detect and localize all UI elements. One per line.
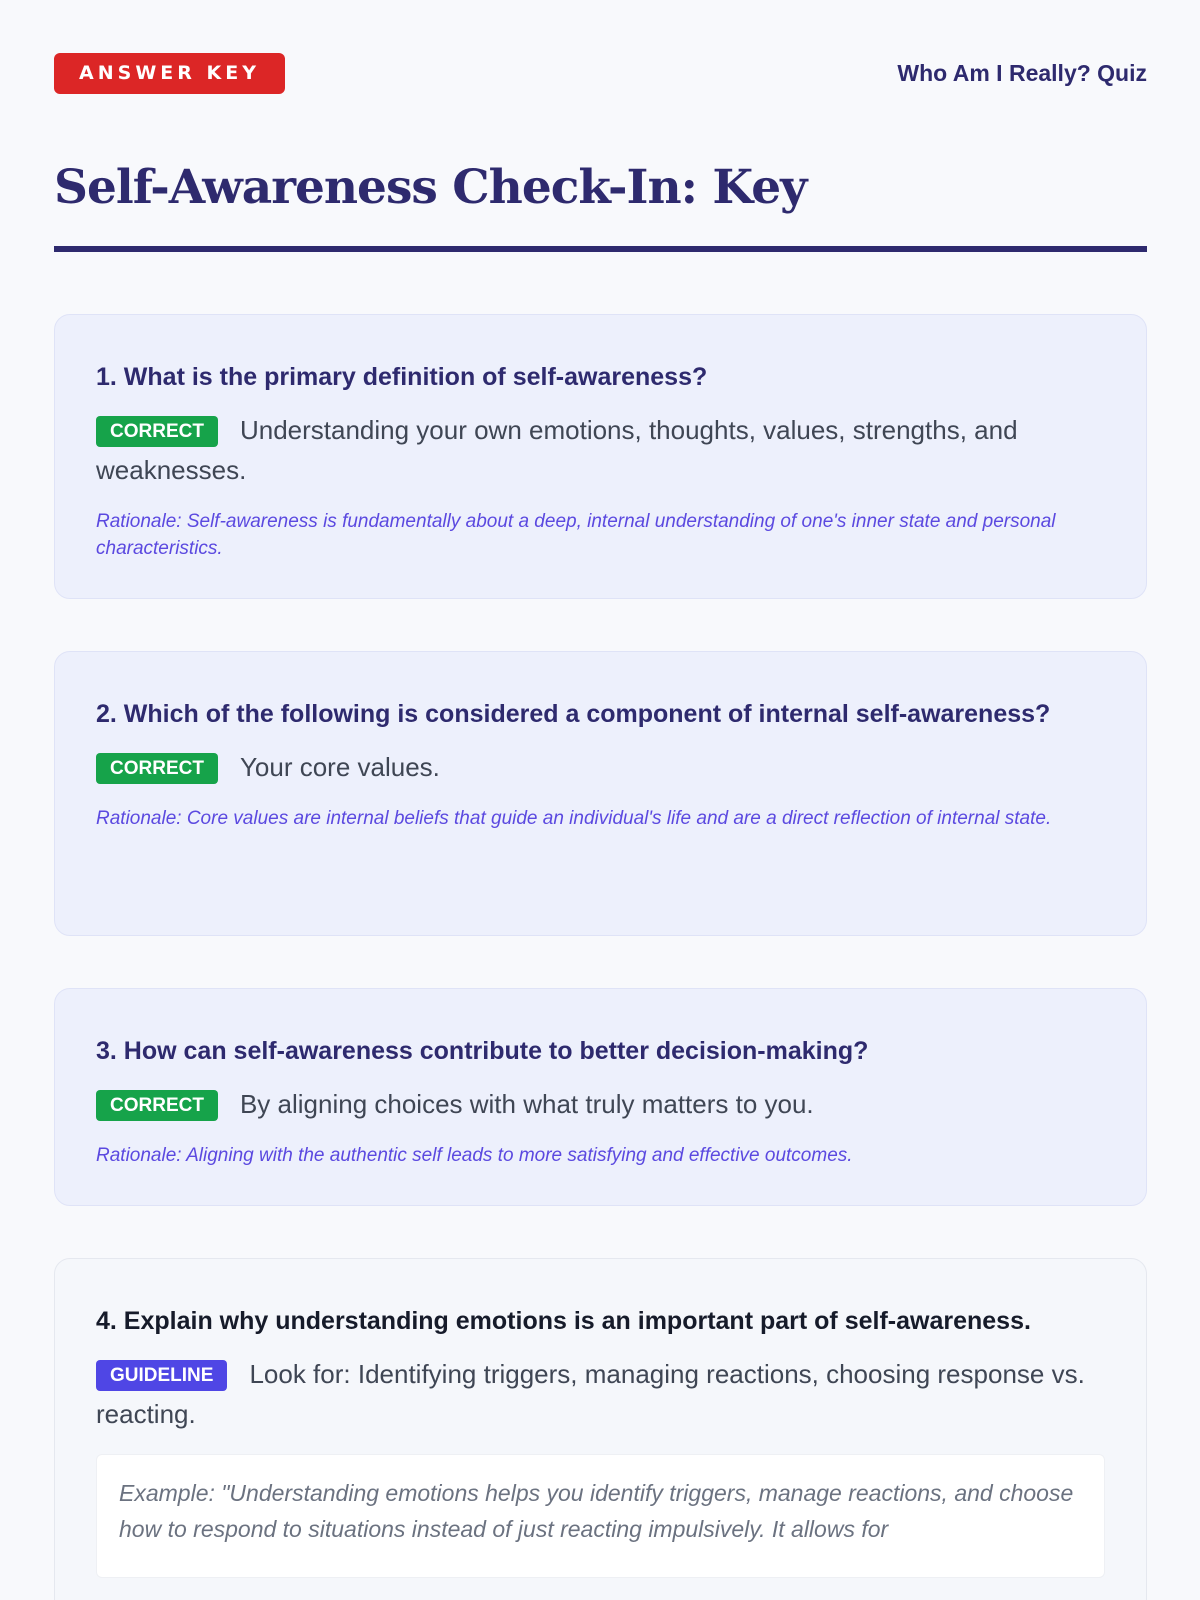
answer-text: Understanding your own emotions, thoughts, values, strengths, and weaknesses.: [96, 415, 1018, 485]
answer: [96, 1084, 1105, 1124]
rationale-text: Rationale: Aligning with the authentic self leads to more satisfying and effective outcomes.: [96, 1145, 853, 1166]
answer: [96, 747, 1105, 787]
answer-key-badge: ANSWER KEY: [54, 53, 285, 94]
question-card: [54, 651, 1147, 936]
title-divider: [54, 246, 1147, 252]
rationale-text: Rationale: Self-awareness is fundamentally about a deep, internal understanding of one's inner state and personal characteristics.: [96, 511, 1056, 559]
quiz-name: Who Am I Really? Quiz: [897, 60, 1147, 86]
question-card-open-response: [54, 1258, 1147, 1600]
question-card: [54, 314, 1147, 599]
answer-text: Your core values.: [239, 752, 440, 782]
correct-tag: CORRECT: [96, 1090, 218, 1121]
answer: [96, 1354, 1105, 1434]
guideline-tag: GUIDELINE: [96, 1360, 227, 1391]
question-text: 4. Explain why understanding emotions is an important part of self-awareness.: [96, 1307, 1031, 1335]
answer: [96, 410, 1105, 490]
correct-tag: CORRECT: [96, 753, 218, 784]
page-title: Self-Awareness Check-In: Key: [54, 160, 807, 215]
correct-tag: CORRECT: [96, 416, 218, 447]
question-card: [54, 988, 1147, 1206]
question-text: 3. How can self-awareness contribute to better decision-making?: [96, 1037, 869, 1065]
question-text: 1. What is the primary definition of self-awareness?: [96, 363, 708, 391]
header: [54, 53, 1147, 94]
question-text: 2. Which of the following is considered a component of internal self-awareness?: [96, 700, 1051, 728]
guideline-text: Look for: Identifying triggers, managing reactions, choosing response vs. reacting.: [96, 1359, 1085, 1429]
answer-text: By aligning choices with what truly matters to you.: [239, 1089, 814, 1119]
example-answer: Example: "Understanding emotions helps you identify triggers, manage reactions, and choose how to respond to situations instead of just reacting impulsively. It allows for: [96, 1454, 1105, 1578]
rationale-text: Rationale: Core values are internal beliefs that guide an individual's life and are a direct reflection of internal state.: [96, 808, 1052, 829]
